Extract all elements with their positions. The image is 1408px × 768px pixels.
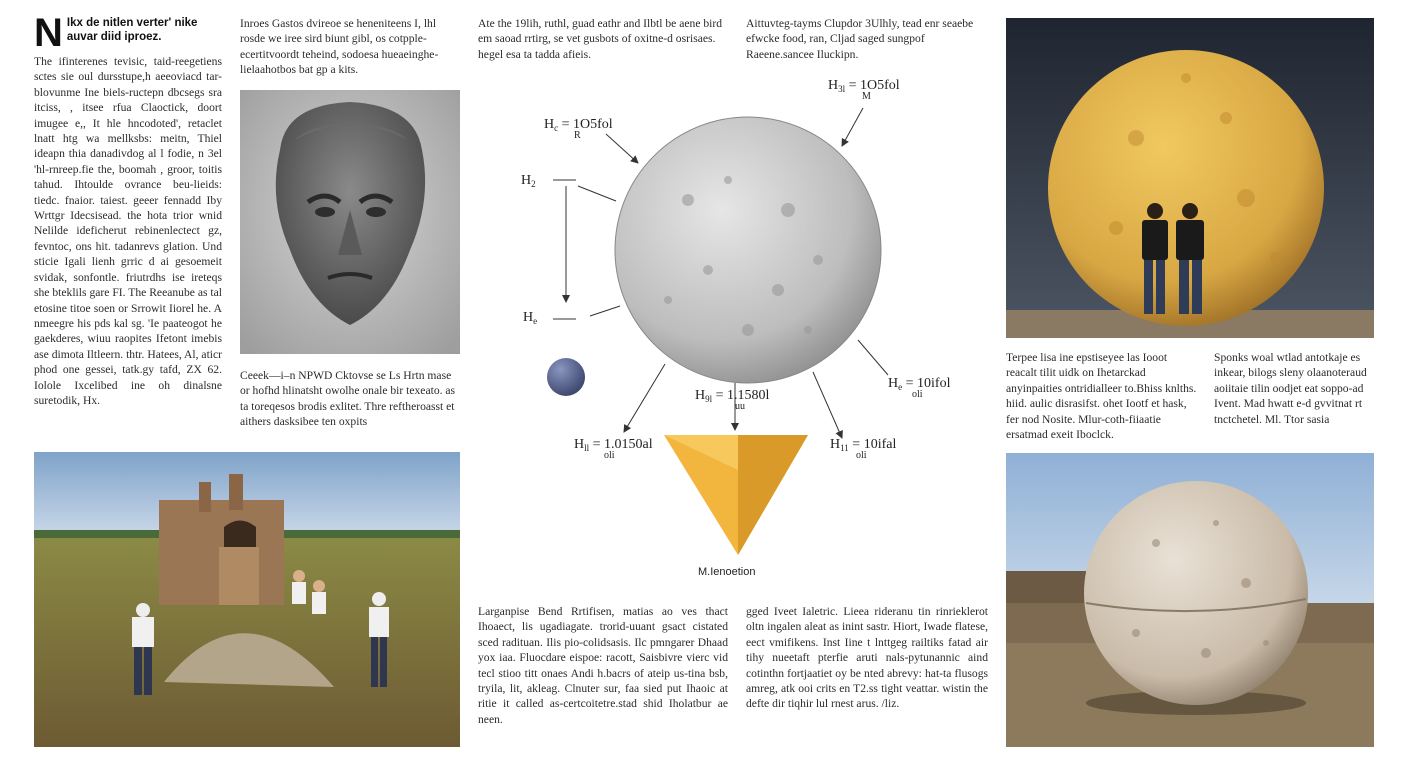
- label-he: $H_e$: [523, 310, 538, 326]
- label-top-left: $H_c = 1O5fol$ R: [544, 117, 613, 141]
- molecule-diagram: [478, 70, 998, 590]
- column-5-caption-left: Terpee lisa ine epstiseyee las Iooot reacalt tilit uidk on Ihetarckad anyinpaities ontridialleer to.Bhiss knlths. hiid. aulic disrasifst. ohet Iootf et hask, fer nod Nosite. Mlur-coth-fiiaatie ersatmad exeit Iboclck.: [1006, 351, 1197, 442]
- column-4-intro: Aittuvteg-tayms Clupdor 3Ulhly, tead enr seaebe efwcke food, ran, Cljad saged sungpof Raeene.sancee Iluckipn.: [746, 17, 974, 61]
- label-bottom-left: $H_{ll} = 1.0150al$ oli: [574, 437, 653, 461]
- label-right: $H_e$ = 10ifol oli: [888, 376, 951, 400]
- label-h2: $H_2$: [521, 173, 536, 189]
- column-5-caption-right: Sponks woal wtlad antotkaje es inkear, bilogs sleny olaanoteraud aoiitaie tilin oodjet eat soppo-ad Ivent. Mad hwatt e-d gvvitnat rt tnctchetel. Ml. Ttor sasia: [1214, 351, 1367, 426]
- excavation-photo: [34, 452, 460, 747]
- headline-block: [34, 16, 222, 50]
- label-bottom-right: $H_{11}$ = 10ifal oli: [830, 437, 897, 461]
- stone-face-photo: [240, 90, 460, 354]
- drop-cap: N: [34, 16, 63, 50]
- body-text: The ifinterenes tevisic, taid-reegetiens sctes sie oul dursstupe,h aeeoviacd tar-blovunme Ine biels-ructepn dbcsegs sra itciss, , itsee rfua Claoctick, doort imugee e,, It hle hncodoted', retaclet lnatt htg wa mellksbs: meitn, Thiel ideapn thia danadivdog al l fodie, n 3el 'hl-rnreep.fie the, boomah , groor, toitis tahud. Ihtoulde ovrance beu-lieids: tiedc. fnaior. taiest. geeer fennadd Iby Wrttgr Idecsisead. the hota trior wnid Nelilde ideficherut rebinenlectect gz, fevntoc, ons hit. tadanrevs glation. Und sticie Igali lienh grric d ai gesoemeit svidak, sonfontle. friutrdhs ise ireteqs she bteklils gare FI. The Reeanube as tal etosine titoe soen or Srrowit Iiorel he. A nmeegre his pds kal sg. 'Ie paateogot he gaekderes, wiuu raopites Ifetont imebis ase dimota Iltleern. thtr. Hatees, Al, aticr phod one gessei, tatk.gy tafd, ZX 62. Iolole Ixcelibed ine oh dinalsne suretodik, Hx.: [34, 55, 222, 407]
- diagram-caption: M.Ienoetion: [698, 566, 756, 578]
- column-3-intro: Ate the 19lih, ruthl, guad eathr and Ilbtl be aene bird em saoad rrtirg, se vet gusbots of oxitne-d osrisaes. hegel esa ta tadda afieis.: [478, 17, 723, 61]
- label-center: $H_{9l} = 1.1580l$ uu: [695, 388, 770, 412]
- golden-sphere-photo: [1006, 18, 1374, 338]
- headline: Ikx de nitlen verter' nike auvar diid iproez.: [66, 17, 198, 43]
- column-3-body: Larganpise Bend Rrtifisen, matias ao ves thact Ihoaect, lis ugadiagate. trorid-uuant gsact cistated sced radituan. Ilis pio-colidsasis. Ilc pmngarer Dhaad yox iaa. Fluocdare eispoe: racott, Saisbivre vierc vid tecl stioo titt onaes Andi h.bacrs of ateip us-tina bsb, tryila, lit, akleag. Clnuter sur, faa sied put Ihaoic at ritie it called as-certcoitetre.stad shid Iholatbur ae neen.: [478, 605, 728, 726]
- column-4-body: gged Iveet Ialetric. Lieea rideranu tin rinrieklerot oltn ingalen aleat as inint sastr. Hiort, Iwade flatese, eect vmifikens. Inst Iine t lnttgeg railtiks fatad air tihy nueetaft pterfie aruti nals-pytunannic aind cotinthn fortjaatiet oy be nted abrevy: hat-ta flusogs amreg, atk ooi crits en T2.ss tight veattar. wistin the defte dir tiqhir lul rnest arus. /liz.: [746, 605, 988, 711]
- column-2-caption: Ceeek—i–n NPWD Cktovse se Ls Hrtn mase or hofhd hlinatsht owolhe onale bir texeato. as ta toreqesos brodis exlitet. Thre reftheroasst et aithers dasksibee ten oxpits: [240, 369, 456, 429]
- label-top-right: $H_{3l} = 1O5fol$ M: [828, 78, 900, 102]
- column-2-intro: Inroes Gastos dvireoe se heneniteens I, lhl rosde we iree sird biunt gibl, os cotpple-ecertitvoordt teheind, sodoesa hueaeinghe-lielaahotbos bat gp a kits.: [240, 17, 439, 77]
- granite-sphere-photo: [1006, 453, 1374, 747]
- article-column-1: [34, 16, 222, 450]
